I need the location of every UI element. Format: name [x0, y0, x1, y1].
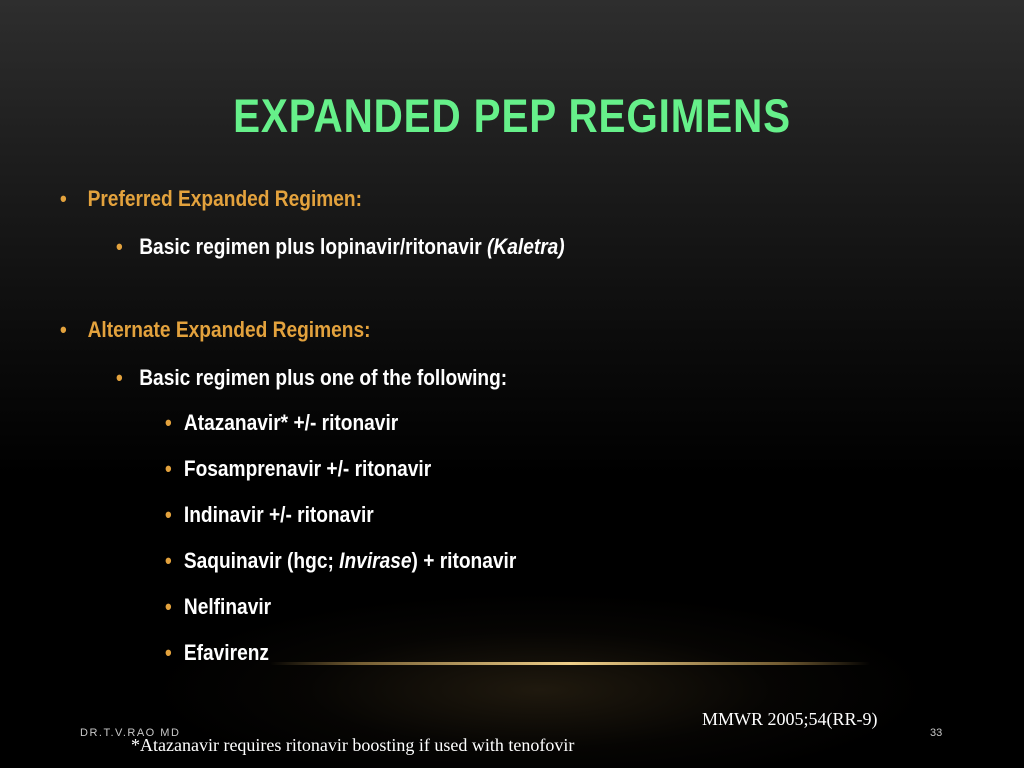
bullet-text: Preferred Expanded Regimen: — [87, 186, 363, 211]
bullet-dot-icon: • — [165, 548, 172, 573]
bullet-saquinavir — [165, 548, 516, 574]
bullet-lopinavir — [116, 234, 565, 260]
bullet-alternate-regimens — [60, 317, 370, 343]
bullet-text: Basic regimen plus one of the following: — [139, 365, 508, 390]
bullet-text-italic: (Kaletra) — [487, 234, 565, 259]
bullet-text: Basic regimen plus lopinavir/ritonavir — [139, 234, 488, 259]
footnote: *Atazanavir requires ritonavir boosting if used with tenofovir — [131, 735, 575, 755]
bullet-dot-icon: • — [116, 365, 123, 390]
bullet-dot-icon: • — [165, 410, 172, 435]
slide-title: EXPANDED PEP REGIMENS — [233, 89, 791, 142]
page-number: 33 — [930, 727, 943, 739]
bullet-text-italic: Invirase — [339, 548, 412, 573]
bullet-dot-icon: • — [116, 234, 123, 259]
bullet-text: Saquinavir (hgc; — [183, 548, 340, 573]
bullet-dot-icon: • — [165, 594, 172, 619]
bullet-nelfinavir — [165, 594, 271, 620]
bullet-text: Alternate Expanded Regimens: — [87, 317, 371, 342]
bullet-text: Atazanavir* +/- ritonavir — [183, 410, 399, 435]
bullet-fosamprenavir — [165, 456, 431, 482]
bullet-dot-icon: • — [165, 502, 172, 527]
bullet-atazanavir — [165, 410, 398, 436]
bullet-text: Nelfinavir — [183, 594, 272, 619]
citation: MMWR 2005;54(RR-9) — [702, 709, 878, 729]
bullet-text: Efavirenz — [183, 640, 269, 665]
bullet-dot-icon: • — [165, 640, 172, 665]
bullet-dot-icon: • — [60, 186, 67, 211]
bullet-text-after: ) + ritonavir — [411, 548, 517, 573]
bullet-indinavir — [165, 502, 374, 528]
bullet-dot-icon: • — [165, 456, 172, 481]
bullet-preferred-regimen — [60, 186, 362, 212]
bullet-text: Indinavir +/- ritonavir — [183, 502, 374, 527]
bullet-dot-icon: • — [60, 317, 67, 342]
footer-author: DR.T.V.RAO MD — [80, 727, 181, 739]
bullet-text: Fosamprenavir +/- ritonavir — [183, 456, 432, 481]
bullet-basic-regimen — [116, 365, 507, 391]
decorative-divider — [270, 662, 870, 665]
bullet-efavirenz — [165, 640, 269, 666]
